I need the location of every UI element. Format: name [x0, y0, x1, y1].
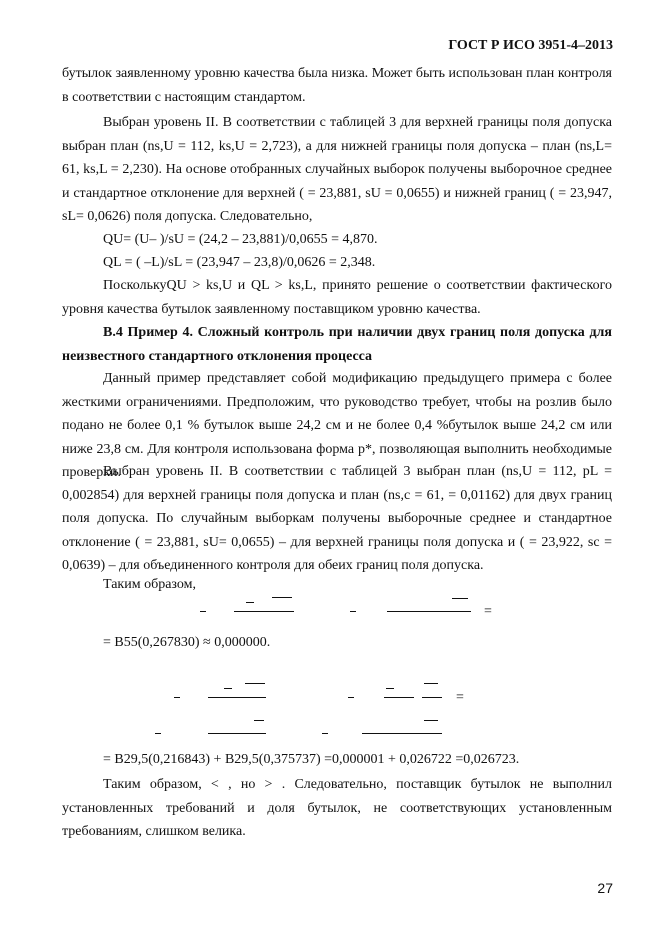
- page-header: ГОСТ Р ИСО 3951-4–2013: [448, 38, 613, 53]
- paragraph-6: Таким образом,: [103, 577, 196, 592]
- section-heading: В.4 Пример 4. Сложный контроль при наличии двух границ поля допуска для неизвестного стандартного отклонения процесса: [62, 325, 612, 364]
- equals-sign: =: [484, 604, 492, 619]
- equation-b55: = B55(0,267830) ≈ 0,000000.: [103, 635, 271, 650]
- equals-sign-2: =: [456, 690, 464, 705]
- paragraph-2: Выбран уровень II. В соответствии с таблицей 3 для верхней границы поля допуска выбран план (ns,U = 112, ks,U = 2,723), а для нижней границы поля допуска – план (ns,L= 61, ks,L = 2,230). На основе отобранных случайных выборок получены выборочное среднее и стандартное отклонение для верхней ( = 23,881, sU = 0,0655) и нижней границ ( = 23,947, sL= 0,0626) поля допуска. Следовательно,: [62, 115, 612, 224]
- equation-ql: QL = ( –L)/sL = (23,947 – 23,8)/0,0626 = 2,348.: [103, 255, 376, 270]
- equation-b29: = B29,5(0,216843) + B29,5(0,375737) =0,000001 + 0,026722 =0,026723.: [103, 752, 520, 767]
- formula-row-1: [0, 590, 661, 630]
- equation-qu: QU= (U– )/sU = (24,2 – 23,881)/0,0655 = 4,870.: [103, 232, 378, 247]
- paragraph-4: Данный пример представляет собой модификацию предыдущего примера с более жесткими ограничениями. Предположим, что руководство требует, чтобы на розлив было подано не более 0,1 % бутылок выше 24,2 см и не более 0,4 %бутылок выше 24,2 см или ниже 23,8 см. Для контроля использована форма p*, позволяющая выполнить необходимые проверки.: [62, 371, 612, 480]
- paragraph-3: ПосколькуQU > ks,U и QL > ks,L, принято решение о соответствии фактического уровня качества бутылок заявленному поставщиком уровню качества.: [62, 278, 612, 317]
- formula-row-3: [0, 712, 661, 752]
- paragraph-5: Выбран уровень II. В соответствии с таблицей 3 выбран план (ns,U = 112, pL = 0,002854) для верхней границы поля допуска и план (ns,c = 61, = 0,01162) для двух границ поля допуска. По случайным выборкам получены выборочные среднее и стандартное отклонение ( = 23,881, sU= 0,0655) – для верхней границы поля допуска и ( = 23,922, sc = 0,0639) – для объединенного контроля для обеих границ поля допуска.: [62, 464, 612, 573]
- paragraph-7: Таким образом, < , но > . Следовательно, поставщик бутылок не выполнил установленных требований и доля бутылок, не соответствующих установленным требованиям, слишком велика.: [62, 777, 612, 839]
- page-number: 27: [597, 880, 613, 896]
- formula-row-2: [0, 676, 661, 716]
- paragraph-1: бутылок заявленному уровню качества была низка. Может быть использован план контроля в соответствии с настоящим стандартом.: [62, 66, 612, 105]
